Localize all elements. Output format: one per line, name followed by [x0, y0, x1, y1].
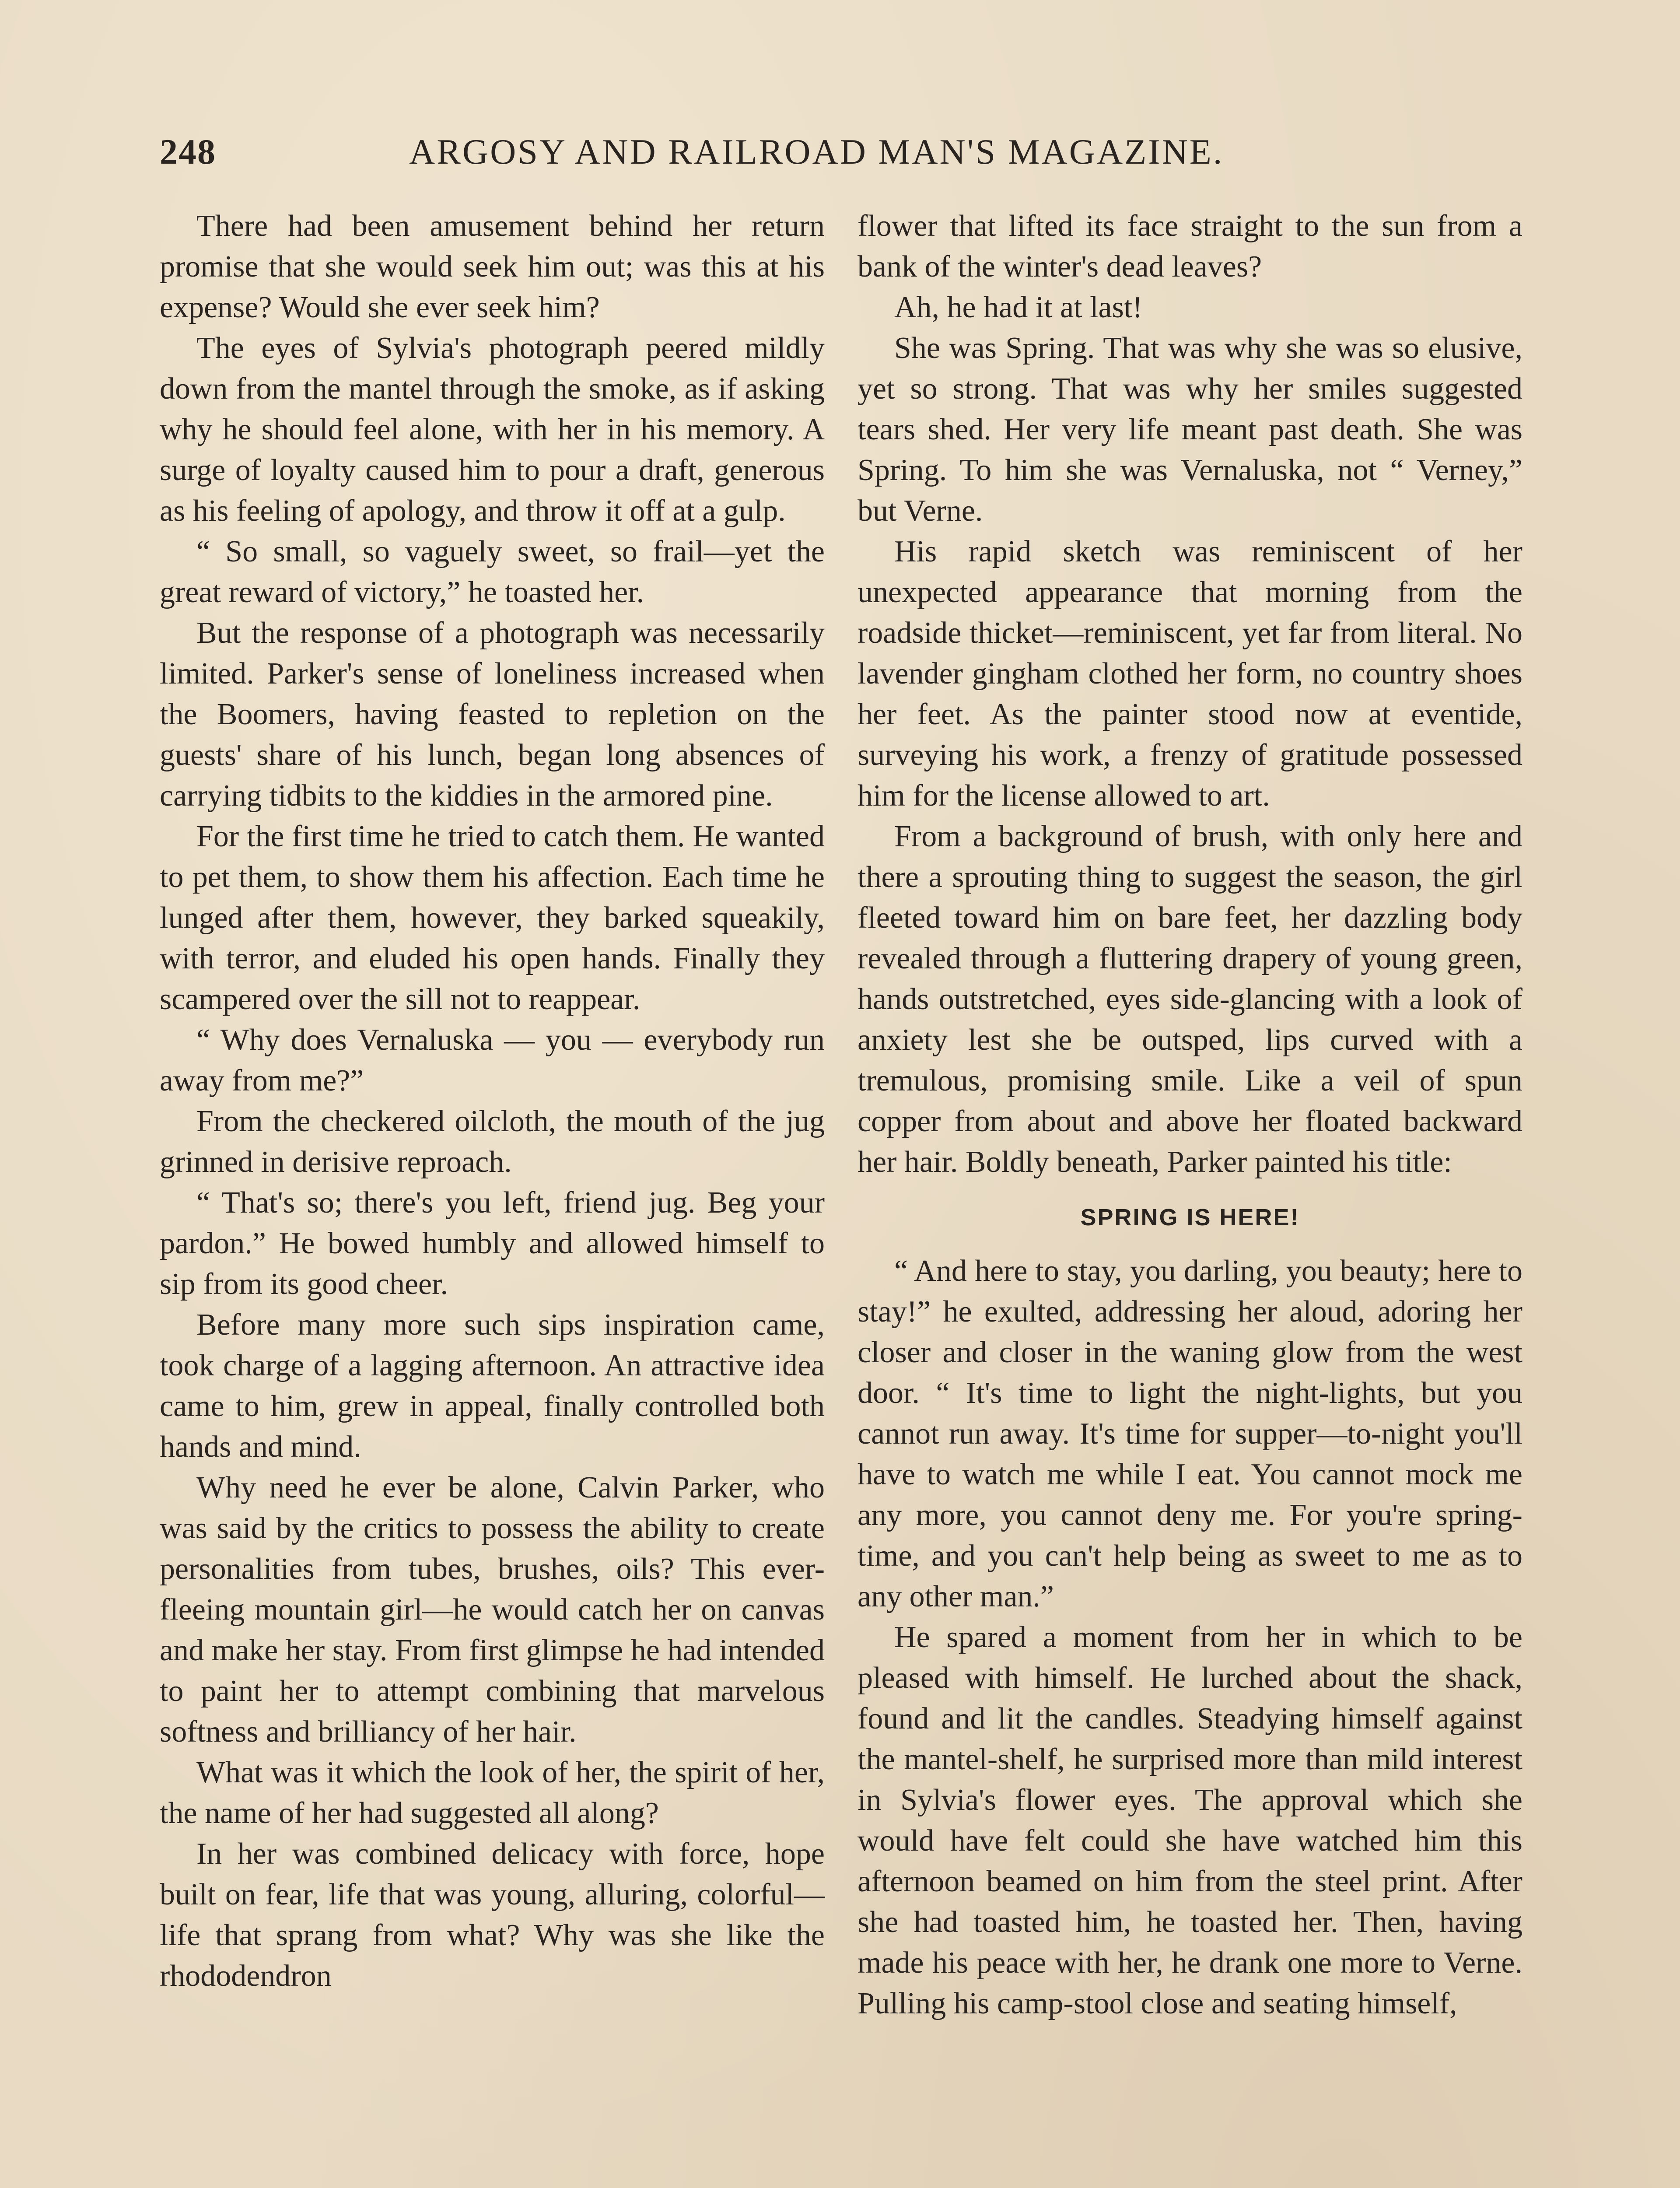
page-number: 248 [160, 132, 216, 172]
paragraph: “ That's so; there's you left, friend jug. Beg your pardon.” He bowed humbly and allowed himself to sip from its good cheer. [160, 1186, 825, 1301]
paragraph: Before many more such sips inspiration came, took charge of a lagging afternoon. An attractive idea came to him, grew in appeal, finally controlled both hands and mind. [160, 1308, 825, 1464]
paragraph: “ And here to stay, you darling, you beauty; here to stay!” he exulted, addressing her aloud, adoring her closer and closer in the waning glow from the west door. “ It's time to light the night-lights, but you cannot run away. It's time for supper—to-night you'll have to watch me while I eat. You cannot mock me any more, you cannot deny me. For you're spring-time, and you can't help being as sweet to me as to any other man.” [858, 1254, 1522, 1613]
right-column [858, 206, 1522, 2024]
paragraph: The eyes of Sylvia's photograph peered mildly down from the mantel through the smoke, as if asking why he should feel alone, with her in his memory. A surge of loyalty caused him to pour a draft, generous as his feeling of apology, and throw it off at a gulp. [160, 331, 825, 528]
paragraph: His rapid sketch was reminiscent of her unexpected appearance that morning from the roadside thicket—reminiscent, yet far from literal. No lavender gingham clothed her form, no country shoes her feet. As the painter stood now at eventide, surveying his work, a frenzy of gratitude possessed him for the license allowed to art. [858, 535, 1522, 813]
paragraph: In her was combined delicacy with force, hope built on fear, life that was young, alluring, colorful—life that sprang from what? Why was she like the rhododendron [160, 1837, 825, 1993]
page-header [160, 131, 1525, 184]
paragraph: From a background of brush, with only here and there a sprouting thing to suggest the season, the girl fleeted toward him on bare feet, her dazzling body revealed through a fluttering drapery of young green, hands outstretched, eyes side-glancing with a look of anxiety lest she be outsped, lips curved with a tremulous, promising smile. Like a veil of spun copper from about and above her floated backward her hair. Boldly beneath, Parker painted his title: [858, 820, 1522, 1179]
section-subheading: SPRING IS HERE! [1080, 1204, 1300, 1231]
paragraph: What was it which the look of her, the spirit of her, the name of her had suggested all along? [160, 1756, 825, 1830]
paragraph: But the response of a photograph was necessarily limited. Parker's sense of loneliness increased when the Boomers, having feasted to repletion on the guests' share of his lunch, began long absences of carrying tidbits to the kiddies in the armored pine. [160, 616, 825, 813]
paragraph: She was Spring. That was why she was so elusive, yet so strong. That was why her smiles suggested tears shed. Her very life meant past death. She was Spring. To him she was Vernaluska, not “ Verney,” but Verne. [858, 331, 1522, 528]
paragraph: There had been amusement behind her return promise that she would seek him out; was this at his expense? Would she ever seek him? [160, 209, 825, 324]
paragraph: For the first time he tried to catch them. He wanted to pet them, to show them his affection. Each time he lunged after them, however, they barked squeakily, with terror, and eluded his open hands. Finally they scampered over the sill not to reappear. [160, 820, 825, 1016]
paragraph-continued: flower that lifted its face straight to the sun from a bank of the winter's dead leaves? [858, 209, 1522, 284]
paragraph: He spared a moment from her in which to be pleased with himself. He lurched about the shack, found and lit the candles. Steadying himself against the mantel-shelf, he surprised more than mild interest in Sylvia's flower eyes. The approval which she would have felt could she have watched him this afternoon beamed on him from the steel print. After she had toasted him, he toasted her. Then, having made his peace with her, he drank one more to Verne. Pulling his camp-stool close and seating himself, [858, 1620, 1522, 2020]
paragraph: Why need he ever be alone, Calvin Parker, who was said by the critics to possess the ability to create personalities from tubes, brushes, oils? This ever-fleeing mountain girl—he would catch her on canvas and make her stay. From first glimpse he had intended to paint her to attempt combining that marvelous softness and brilliancy of her hair. [160, 1471, 825, 1749]
running-title: ARGOSY AND RAILROAD MAN'S MAGAZINE. [409, 132, 1224, 172]
paragraph: From the checkered oilcloth, the mouth of the jug grinned in derisive reproach. [160, 1105, 825, 1179]
left-column [160, 206, 825, 1996]
paragraph: “ So small, so vaguely sweet, so frail—yet the great reward of victory,” he toasted her. [160, 535, 825, 609]
paragraph: Ah, he had it at last! [894, 291, 1143, 324]
paragraph: “ Why does Vernaluska — you — everybody run away from me?” [160, 1023, 825, 1098]
